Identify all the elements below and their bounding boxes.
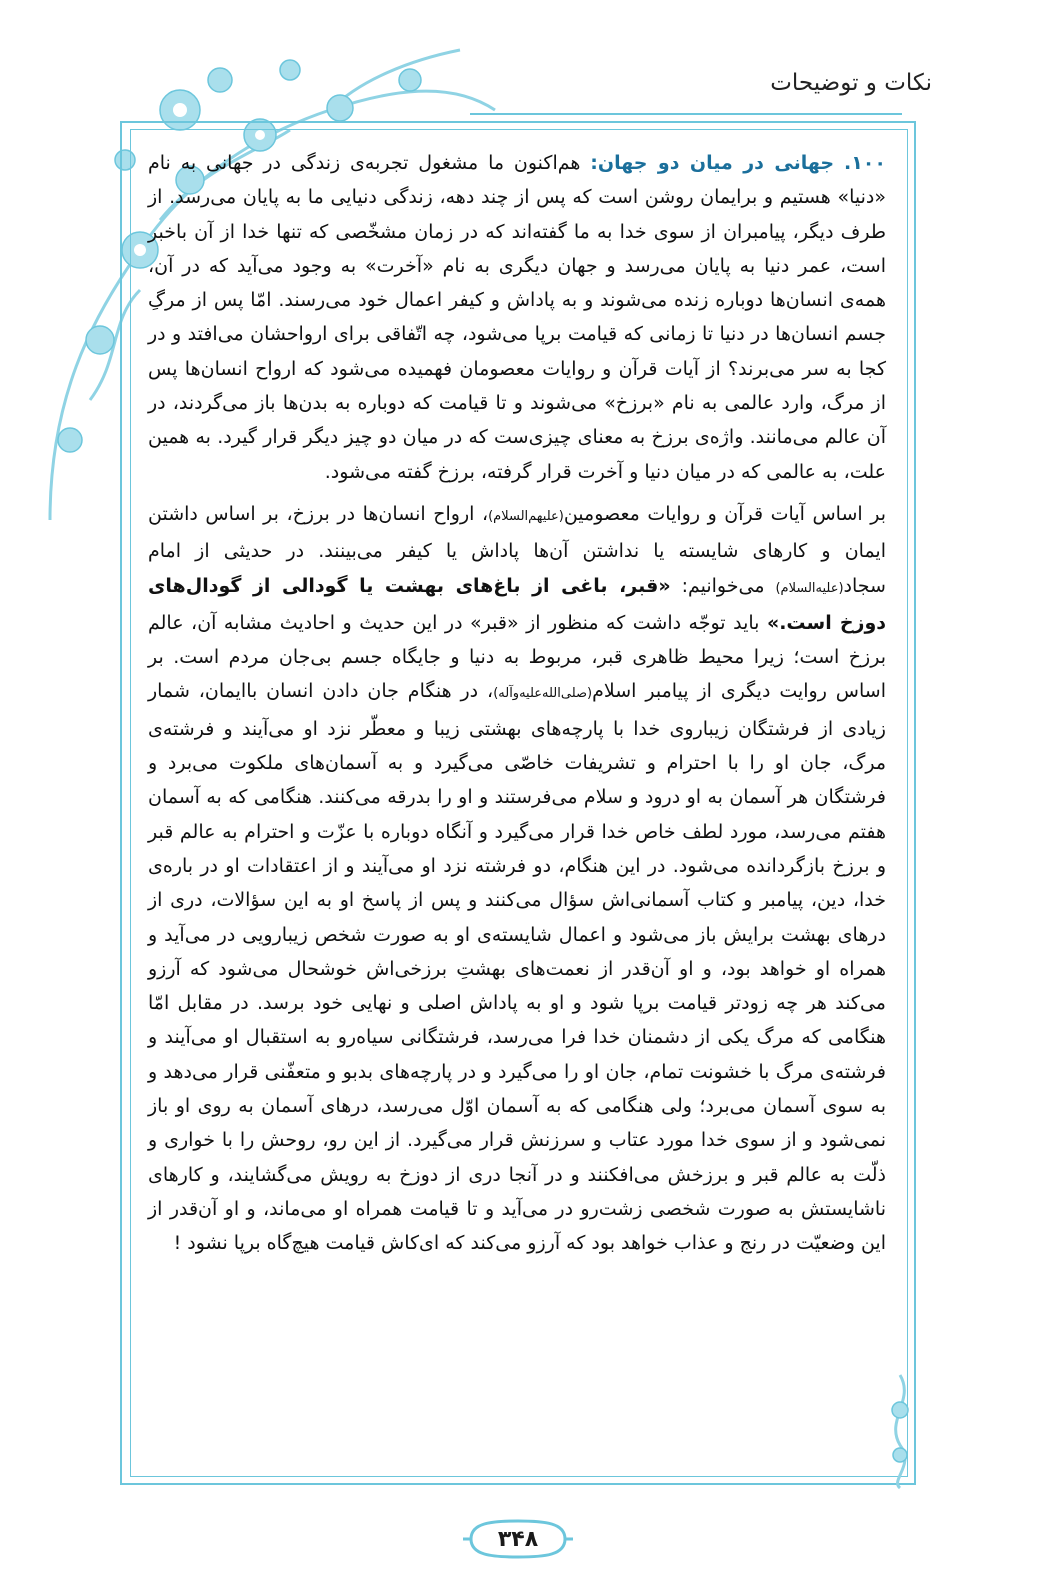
note-number: ۱۰۰. [843,152,886,174]
honorific: (علیهم‌السلام) [488,508,564,524]
paragraph-text: ، در هنگام جان دادن انسان باایمان، شمار زیادی از فرشتگان زیباروی خدا با پارچه‌های بهشتی زیبا و معطّر نزد او می‌آیند و فرشته‌ی مرگ، جان او را با احترام و تشریفات خاصّی می‌گیرد و به آسمان‌های ملکوت می‌برد و فرشتگان هر آسمان به او درود و سلام می‌فرستند و او را بدرقه می‌کنند. هنگامی که به آسمان هفتم می‌رسد، مورد لطف خاص خدا قرار می‌گیرد و آنگاه دوباره با عزّت و احترام به عالم قبر و برزخ بازگردانده می‌شود. در این هنگام، دو فرشته نزد او می‌آیند و از اعتقادات او در باره‌ی خدا، دین، پیامبر و کتاب آسمانی‌اش سؤال می‌کنند و پس از پاسخ او به این سؤالات، دری از درهای بهشت برایش باز می‌شود و اعمال شایسته‌ی او به صورت شخص زیبارویی در می‌آید و همراه او خواهد بود، و او آن‌قدر از نعمت‌های بهشتِ برزخی‌اش خوشحال می‌شود که آرزو می‌کند هر چه زودتر قیامت برپا شود و او به پاداش اصلی و نهایی خود برسد. در مقابل امّا هنگامی که مرگ یکی از دشمنان خدا فرا می‌رسد، فرشتگانی سیاه‌رو به استقبال او می‌آیند و فرشته‌ی مرگ با خشونت تمام، جان او را می‌گیرد و در پارچه‌های بدبو و متعفّنی قرار می‌دهد و به سوی آسمان می‌برد؛ ولی هنگامی که به آسمان اوّل می‌رسد، درهای آسمان به روی او باز نمی‌شود و از سوی خدا مورد عتاب و سرزنش قرار می‌گیرد. از این رو، روحش را با خواری و ذلّت به عالم قبر و برزخش می‌افکنند و در آنجا دری از دوزخ به رویش می‌گشایند، و کارهای ناشایستش به صورت شخصی زشت‌رو در می‌آید و تا قیامت همراه او می‌ماند، و او آن‌قدر از این وضعیّت در رنج و عذاب خواهد بود که آرزو می‌کند که ای‌کاش قیامت هیچ‌گاه برپا نشود ! [148,680,886,1255]
honorific: (صلی‌الله‌علیه‌وآله) [493,686,593,702]
hadith-quote: «قبر، باغی از باغ‌های بهشت یا گودالی از گودال‌های دوزخ است.» [148,574,887,634]
corner-ornament-icon [870,1370,930,1490]
paragraph-text: بر اساس آیات قرآن و روایات معصومین [563,502,886,525]
page-number-badge [463,1515,573,1563]
page-number: ۳۴۸ [497,1526,539,1552]
paragraph-text: هم‌اکنون ما مشغول تجربه‌ی زندگی در جهانی به نام «دنیا» هستیم و برایمان روشن است که پس از چند دهه، زندگی دنیایی ما به پایان می‌رسد. از طرف دیگر، پیامبران از سوی خدا به ما گفته‌اند که در زمان مشخّصی که تنها خدا از آن باخبر است، عمر دنیا به پایان می‌رسد و جهان دیگری به نام «آخرت» به وجود می‌آید که در آن، همه‌ی انسان‌ها دوباره زنده می‌شوند و به پاداش و کیفر اعمال خود می‌رسند. امّا پس از مرگِ جسم انسان‌ها در دنیا تا زمانی که قیامت برپا می‌شود، چه اتّفاقی برای ارواحشان می‌افتد و در کجا به سر می‌برند؟ از آیات قرآن و روایات معصومان فهمیده می‌شود که ارواح انسان‌ها پس از مرگ، وارد عالمی به نام «برزخ» می‌شوند و تا قیامت که دوباره به بدن‌ها باز می‌گردند، در آن عالم می‌مانند. واژه‌ی برزخ به معنای چیزی‌ست که در میان دو چیز دیگر قرار گیرد. به همین علت، به عالمی که در میان دنیا و آخرت قرار گرفته، برزخ گفته می‌شود. [148,152,886,483]
header-divider [470,113,902,115]
note-paragraph-2 [148,497,886,1261]
note-paragraph-1 [148,146,886,489]
note-heading: جهانی در میان دو جهان: [590,152,835,174]
page-title: نکات و توضیحات [770,70,932,96]
paragraph-text: می‌خوانیم: [681,574,776,597]
note-body [148,146,886,1269]
honorific: (علیه‌السلام) [775,580,844,596]
paragraph-text: باید توجّه داشت که منظور از «قبر» در این حدیث و احادیث مشابه آن، عالم برزخ است؛ زیرا محیط ظاهری قبر، مربوط به دنیا و جایگاه جسم بی‌جان مردم است. بر اساس روایت دیگری از پیامبر اسلام [148,611,886,703]
paragraph-text: ، ارواح انسان‌ها در برزخ، بر اساس داشتن ایمان و کارهای شایسته یا نداشتن آن‌ها پاداش یا کیفر می‌بینند. در حدیثی از امام سجاد [148,502,886,597]
